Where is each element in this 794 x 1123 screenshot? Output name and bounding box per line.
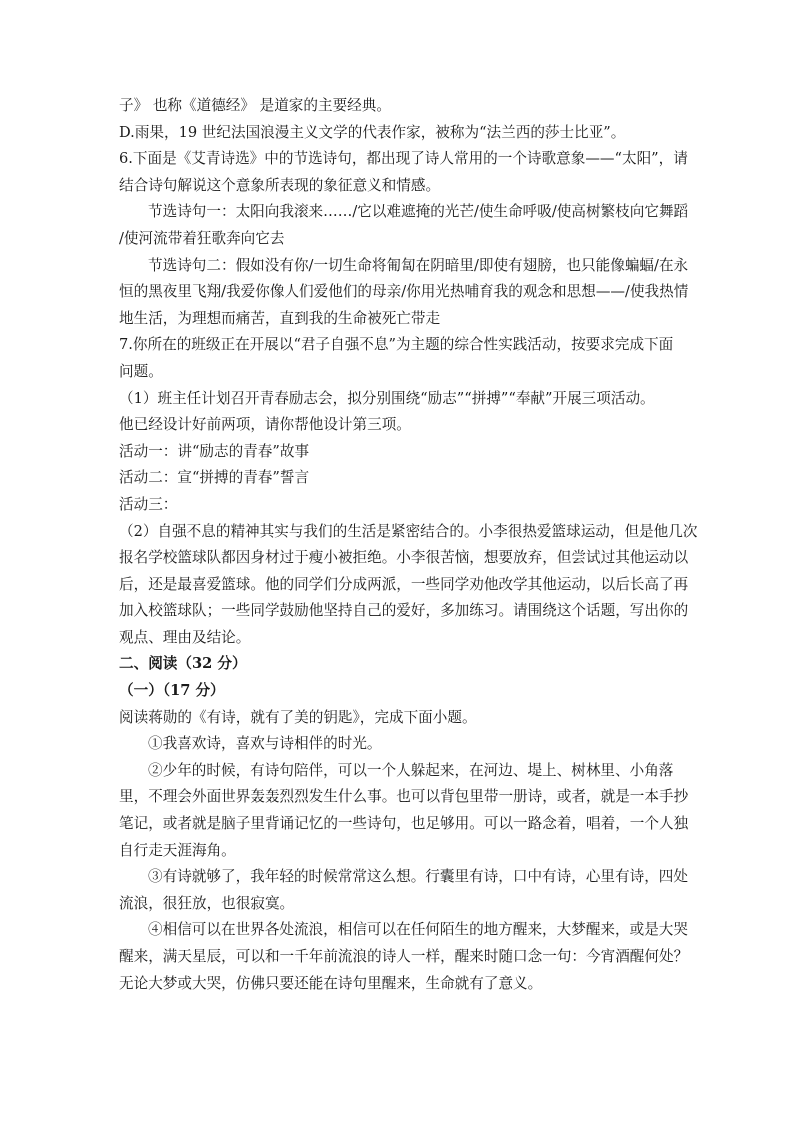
text-line: ④相信可以在世界各处流浪，相信可以在任何陌生的地方醒来，大梦醒来，或是大哭: [148, 921, 688, 939]
text-line: 他已经设计好前两项，请你帮他设计第三项。: [119, 416, 411, 434]
text-line: 自行走天涯海角。: [119, 841, 236, 859]
text-line: 6.下面是《艾青诗选》中的节选诗句，都出现了诗人常用的一个诗歌意象——“太阳”，请: [119, 150, 688, 168]
text-line: 活动三：: [119, 495, 178, 513]
text-line: 7.你所在的班级正在开展以“君子自强不息”为主题的综合性实践活动，按要求完成下面: [119, 336, 674, 354]
text-line: 活动一：讲“励志的青春”故事: [119, 442, 310, 460]
text-line: 醒来，满天星辰，可以和一千年前流浪的诗人一样，醒来时随口念一句：今宵酒醒何处？: [119, 948, 689, 965]
text-line: /使河流带着狂歌奔向它去: [119, 229, 285, 247]
section-heading: 二、阅读（32 分）: [119, 655, 247, 673]
text-line: 里，不理会外面世界轰轰烈烈发生什么事。也可以背包里带一册诗，或者，就是一本手抄: [119, 788, 689, 806]
text-line: ①我喜欢诗，喜欢与诗相伴的时光。: [148, 735, 382, 753]
text-line: 活动二：宣“拼搏的青春”誓言: [119, 469, 310, 487]
document-body: [119, 93, 698, 997]
text-line: 观点、理由及结论。: [119, 628, 251, 646]
text-line: 笔记，或者就是脑子里背诵记忆的一些诗句，也足够用。可以一路念着，唱着，一个人独: [119, 815, 689, 833]
text-line: 地生活，为理想而痛苦，直到我的生命被死亡带走: [119, 309, 441, 327]
text-line: 问题。: [119, 362, 163, 380]
text-line: 节选诗句二：假如没有你/一切生命将匍匐在阴暗里/即使有翅膀，也只能像蝙蝠/在永: [148, 256, 689, 274]
text-line: 流浪，很狂放，也很寂寞。: [119, 894, 295, 912]
text-line: （2）自强不息的精神其实与我们的生活是紧密结合的。小李很热爱篮球运动，但是他几次: [119, 522, 698, 540]
text-line: 无论大梦或大哭，仿佛只要还能在诗句里醒来，生命就有了意义。: [119, 974, 543, 992]
text-line: 加入校篮球队；一些同学鼓励他坚持自己的爱好，多加练习。请围绕这个话题，写出你的: [119, 602, 689, 620]
text-line: 后，还是最喜爱篮球。他的同学们分成两派，一些同学劝他改学其他运动，以后长高了再: [119, 575, 689, 593]
section-heading: （一）（17 分）: [119, 682, 225, 700]
text-line: 恒的黑夜里飞翔/我爱你像人们爱他们的母亲/你用光热哺育我的观念和思想——/使我热情: [119, 283, 689, 301]
text-line: ②少年的时候，有诗句陪伴，可以一个人躲起来，在河边、堤上、树林里、小角落: [148, 761, 674, 779]
text-line: D.雨果，19 世纪法国浪漫主义文学的代表作家，被称为“法兰西的莎士比亚”。: [119, 123, 626, 141]
text-line: 子》 也称《道德经》 是道家的主要经典。: [119, 97, 391, 114]
text-line: 报名学校篮球队都因身材过于瘦小被拒绝。小李很苦恼，想要放弃，但尝试过其他运动以: [119, 549, 689, 567]
text-line: 结合诗句解说这个意象所表现的象征意义和情感。: [119, 176, 441, 194]
text-line: （1）班主任计划召开青春励志会，拟分别围绕“励志”“拼搏”“奉献”开展三项活动。: [119, 389, 655, 407]
text-line: ③有诗就够了，我年轻的时候常常这么想。行囊里有诗，口中有诗，心里有诗，四处: [148, 868, 688, 886]
text-line: 阅读蒋勋的《有诗，就有了美的钥匙》，完成下面小题。: [119, 708, 477, 726]
text-line: 节选诗句一：太阳向我滚来……/它以难遮掩的光芒/使生命呼吸/使高树繁枝向它舞蹈: [148, 203, 689, 221]
